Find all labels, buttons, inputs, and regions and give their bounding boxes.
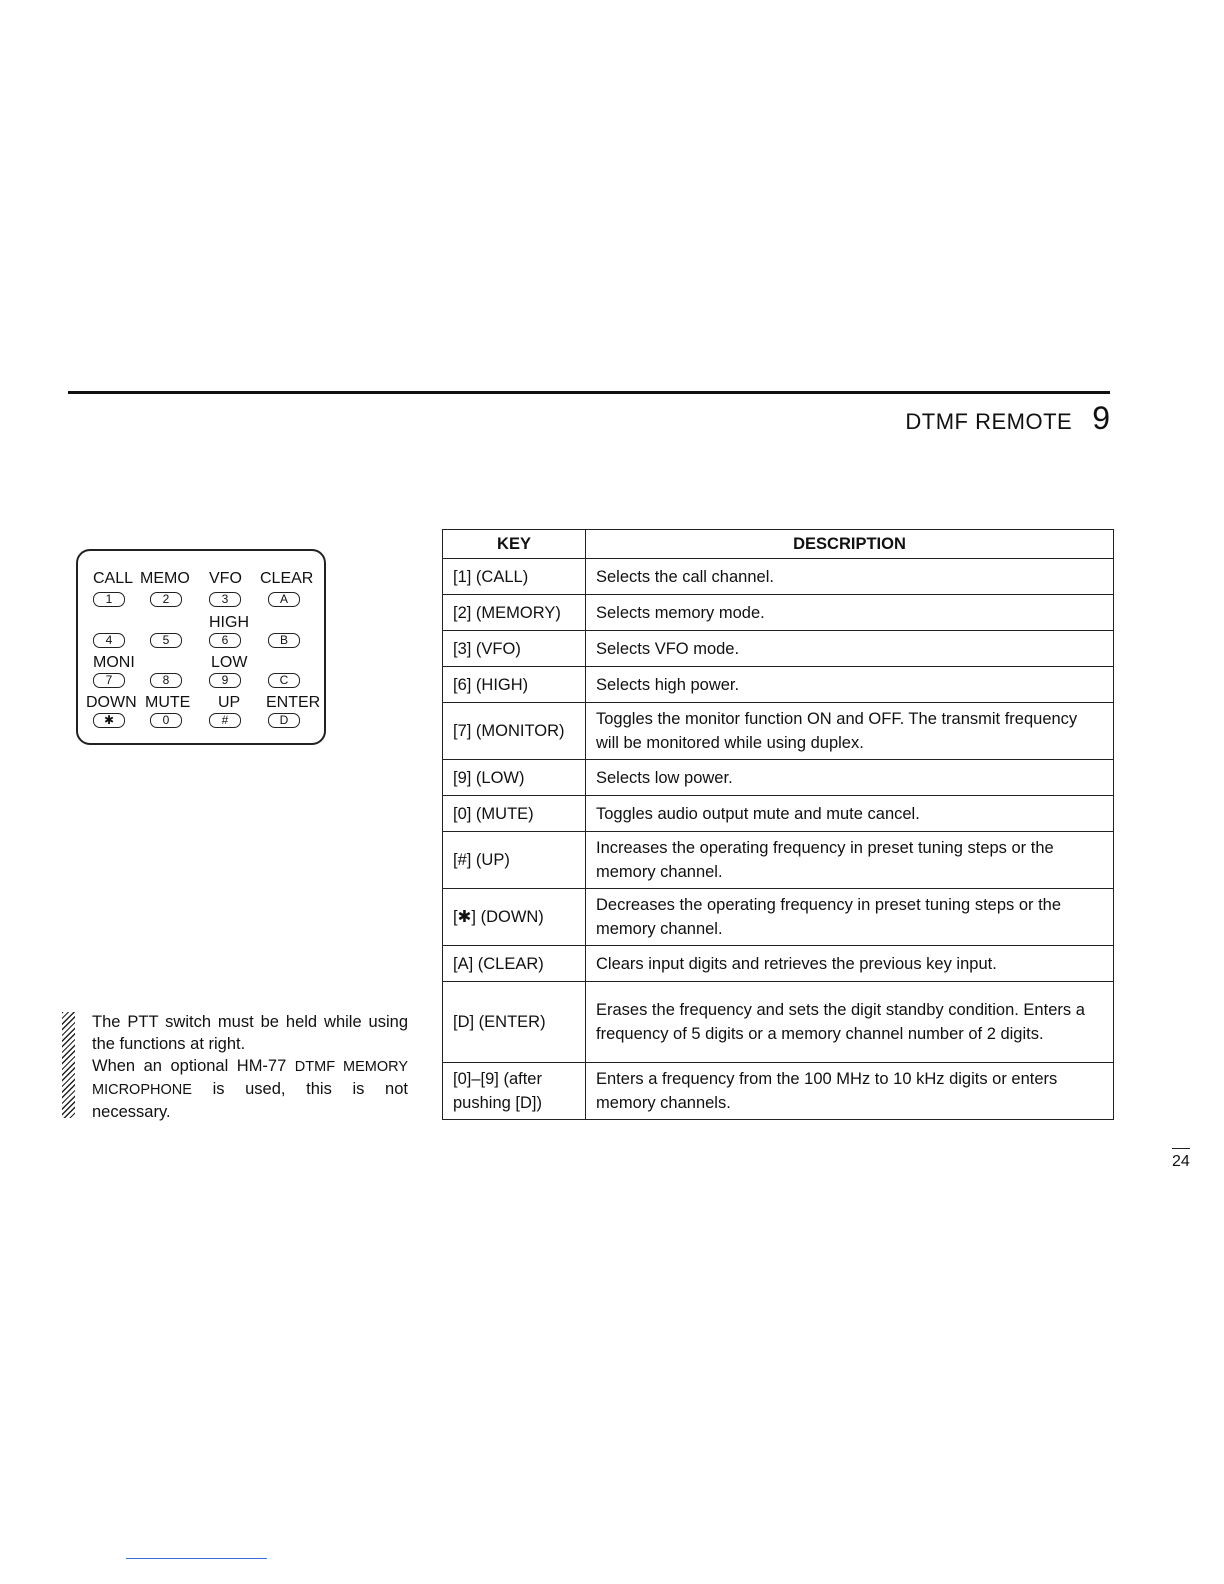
page-number: 24 — [1172, 1148, 1190, 1171]
footer-rule — [126, 1558, 267, 1559]
keypad-key-2: 2 — [150, 592, 182, 607]
table-row — [443, 760, 1114, 796]
keypad-key-6: 6 — [209, 633, 241, 648]
section-header — [905, 400, 1110, 437]
section-title: DTMF REMOTE — [905, 409, 1073, 434]
keypad-label-enter: ENTER — [266, 694, 321, 711]
table-row — [443, 796, 1114, 832]
key-cell: [6] (HIGH) — [443, 667, 586, 703]
note-product-name: DTMF MEMORY MICROPHONE — [92, 1059, 408, 1098]
table-row — [443, 946, 1114, 982]
key-cell: [1] (CALL) — [443, 559, 586, 595]
keypad-label-memo: MEMO — [140, 570, 190, 587]
keypad-label-low: LOW — [211, 654, 248, 671]
caution-hatch-mark — [62, 1012, 75, 1118]
description-cell: Clears input digits and retrieves the previous key input. — [586, 946, 1114, 982]
key-cell: [7] (MONITOR) — [443, 703, 586, 760]
key-cell: [9] (LOW) — [443, 760, 586, 796]
header-rule — [68, 391, 1110, 394]
keypad-label-clear: CLEAR — [260, 570, 314, 587]
note-line-2-post: is used, this is not necessary. — [92, 1080, 408, 1121]
keypad-label-down: DOWN — [86, 694, 137, 711]
keypad-label-up: UP — [218, 694, 241, 711]
keypad-key-5: 5 — [150, 633, 182, 648]
description-cell: Decreases the operating frequency in preset tuning steps or the memory channel. — [586, 889, 1114, 946]
section-number: 9 — [1092, 400, 1110, 436]
table-row — [443, 595, 1114, 631]
keypad-label-call: CALL — [93, 570, 134, 587]
description-cell: Toggles the monitor function ON and OFF. The transmit frequency will be monitored while using duplex. — [586, 703, 1114, 760]
note-line-2-pre: When an optional HM-77 — [92, 1057, 287, 1075]
description-cell: Selects high power. — [586, 667, 1114, 703]
description-cell: Erases the frequency and sets the digit standby condition. Enters a frequency of 5 digits or a memory channel number of 2 digits. — [586, 982, 1114, 1063]
keypad-key-0: 0 — [150, 713, 182, 728]
table-row — [443, 889, 1114, 946]
key-cell: [A] (CLEAR) — [443, 946, 586, 982]
description-cell: Selects VFO mode. — [586, 631, 1114, 667]
description-cell: Selects low power. — [586, 760, 1114, 796]
keypad-key-7: 7 — [93, 673, 125, 688]
note-line-2 — [92, 1055, 408, 1123]
table-row — [443, 559, 1114, 595]
key-cell: [D] (ENTER) — [443, 982, 586, 1063]
keypad-diagram — [76, 549, 326, 745]
table-row — [443, 832, 1114, 889]
keypad-label-vfo: VFO — [209, 570, 242, 587]
key-cell: [#] (UP) — [443, 832, 586, 889]
keypad-key-1: 1 — [93, 592, 125, 607]
keypad-key-b: B — [268, 633, 300, 648]
key-function-table — [442, 529, 1114, 1120]
description-cell: Selects the call channel. — [586, 559, 1114, 595]
key-cell: [0]–[9] (after pushing [D]) — [443, 1063, 586, 1120]
description-cell: Selects memory mode. — [586, 595, 1114, 631]
keypad-key-d: D — [268, 713, 300, 728]
keypad-label-mute: MUTE — [145, 694, 191, 711]
description-cell: Enters a frequency from the 100 MHz to 10 kHz digits or enters memory channels. — [586, 1063, 1114, 1120]
table-row — [443, 703, 1114, 760]
key-cell: [2] (MEMORY) — [443, 595, 586, 631]
table-header-row — [443, 530, 1114, 559]
column-header-description: DESCRIPTION — [586, 530, 1114, 559]
keypad-label-moni: MONI — [93, 654, 135, 671]
table-row — [443, 667, 1114, 703]
note-line-1: The PTT switch must be held while using the functions at right. — [92, 1013, 408, 1053]
description-cell: Toggles audio output mute and mute cancel. — [586, 796, 1114, 832]
description-cell: Increases the operating frequency in preset tuning steps or the memory channel. — [586, 832, 1114, 889]
keypad-key-3: 3 — [209, 592, 241, 607]
column-header-key: KEY — [443, 530, 586, 559]
key-cell: [3] (VFO) — [443, 631, 586, 667]
keypad-key-c: C — [268, 673, 300, 688]
keypad-key-8: 8 — [150, 673, 182, 688]
keypad-key-hash: # — [209, 713, 241, 728]
keypad-key-star: ✱ — [93, 713, 125, 728]
keypad-label-high: HIGH — [209, 614, 249, 631]
caution-note — [92, 1011, 408, 1123]
table-row — [443, 1063, 1114, 1120]
keypad-key-9: 9 — [209, 673, 241, 688]
table-row — [443, 631, 1114, 667]
key-cell: [✱] (DOWN) — [443, 889, 586, 946]
keypad-key-4: 4 — [93, 633, 125, 648]
table-row — [443, 982, 1114, 1063]
key-cell: [0] (MUTE) — [443, 796, 586, 832]
keypad-key-a: A — [268, 592, 300, 607]
